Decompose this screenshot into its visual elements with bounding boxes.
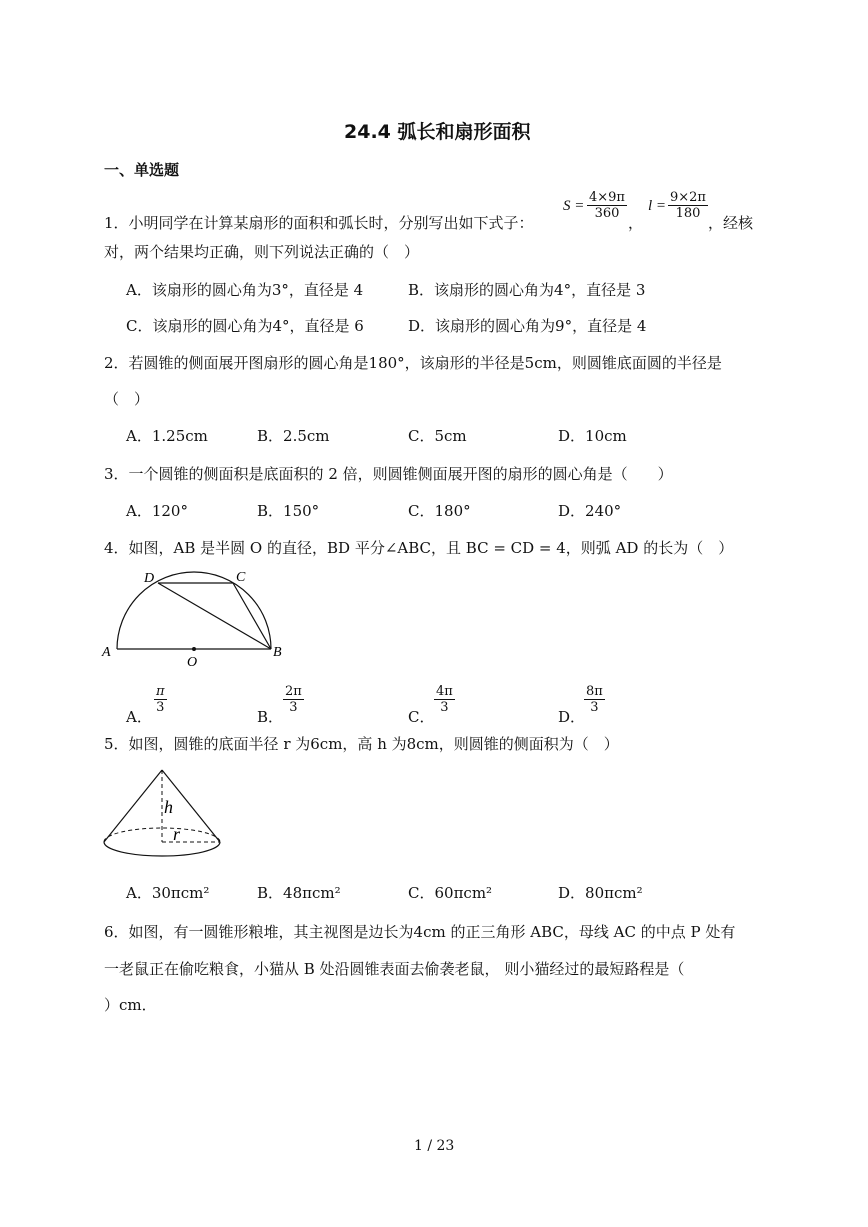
q2-option-d[interactable]: D．10cm xyxy=(558,427,627,445)
label-a: A xyxy=(102,645,111,660)
q5-option-a[interactable]: A．30πcm² xyxy=(126,884,210,902)
q1-line2: 对，两个结果均正确，则下列说法正确的（ ） xyxy=(104,243,420,261)
q4-option-d-num: 8π xyxy=(586,684,603,699)
q4-option-b-num: 2π xyxy=(285,684,302,699)
q2-line1: 2．若圆锥的侧面展开图扇形的圆心角是180°，该扇形的半径是5cm，则圆锥底面圆的半径是 xyxy=(104,354,722,372)
label-o: O xyxy=(187,655,198,670)
q4-line1: 4．如图，AB 是半圆 O 的直径，BD 平分∠ABC，且 BC = CD = 4，则弧 AD 的长为（ ） xyxy=(104,539,734,557)
q1-formula-l-num: 9×2π xyxy=(670,190,706,205)
q4-option-b-den: 3 xyxy=(289,700,298,715)
q6-line2: 一老鼠正在偷吃粮食，小猫从 B 处沿圆锥表面去偷袭老鼠， 则小猫经过的最短路程是（ xyxy=(104,960,685,978)
q2-option-a[interactable]: A．1.25cm xyxy=(126,427,208,445)
q4-option-a-letter: A． xyxy=(126,708,152,726)
q4-option-d-den: 3 xyxy=(590,700,599,715)
q1-formula-l-fraction xyxy=(668,190,708,221)
q4-option-c-num: 4π xyxy=(436,684,453,699)
q1-formula-s-num: 4×9π xyxy=(589,190,625,205)
q5-option-b[interactable]: B．48πcm² xyxy=(257,884,341,902)
q4-option-c-fraction xyxy=(434,684,455,715)
label-r: r xyxy=(173,824,181,844)
q1-option-b[interactable]: B．该扇形的圆心角为4°，直径是 3 xyxy=(408,281,646,299)
label-b: B xyxy=(273,645,282,660)
q4-option-b-fraction xyxy=(283,684,304,715)
q1-line1-suffix: ，经核 xyxy=(708,214,754,232)
cone-slant-left xyxy=(104,770,162,842)
q1-formula-l-left: l = xyxy=(648,198,667,214)
label-c: C xyxy=(236,570,246,585)
page-title: 24.4 弧长和扇形面积 xyxy=(344,121,531,143)
cone-base-front xyxy=(104,842,220,856)
q1-option-c[interactable]: C．该扇形的圆心角为4°，直径是 6 xyxy=(126,317,364,335)
q4-option-a-num: π xyxy=(156,684,165,699)
q3-option-a[interactable]: A．120° xyxy=(126,502,188,520)
q5-line1: 5．如图，圆锥的底面半径 r 为6cm，高 h 为8cm，则圆锥的侧面积为（ ） xyxy=(104,735,619,753)
q6-line1: 6．如图，有一圆锥形粮堆，其主视图是边长为4cm 的正三角形 ABC，母线 AC 的中点 P 处有 xyxy=(104,923,736,941)
label-h: h xyxy=(164,797,173,817)
q3-option-d[interactable]: D．240° xyxy=(558,502,622,520)
q5-option-c[interactable]: C．60πcm² xyxy=(408,884,493,902)
q4-option-a-fraction xyxy=(154,684,167,715)
q1-formula-s-fraction xyxy=(587,190,627,221)
q4-option-a-den: 3 xyxy=(156,700,165,715)
label-d: D xyxy=(144,571,155,586)
cone-figure xyxy=(100,764,225,864)
q1-formula-s-den: 360 xyxy=(594,206,620,221)
q3-option-c[interactable]: C．180° xyxy=(408,502,471,520)
q3-option-b[interactable]: B．150° xyxy=(257,502,320,520)
q2-option-b[interactable]: B．2.5cm xyxy=(257,427,330,445)
q5-option-d[interactable]: D．80πcm² xyxy=(558,884,643,902)
q1-option-a[interactable]: A．该扇形的圆心角为3°，直径是 4 xyxy=(126,281,364,299)
q1-line1: 1．小明同学在计算某扇形的面积和弧长时，分别写出如下式子： xyxy=(104,214,534,232)
q1-comma: ， xyxy=(628,214,644,232)
chord-db xyxy=(158,583,271,649)
q4-option-d-letter: D． xyxy=(558,708,586,726)
q2-option-c[interactable]: C．5cm xyxy=(408,427,467,445)
q4-option-c-letter: C． xyxy=(408,708,435,726)
q2-line2: （ ） xyxy=(104,390,150,408)
q1-formula-s-left: S = xyxy=(563,198,585,214)
semicircle-figure xyxy=(100,562,300,670)
q4-option-c-den: 3 xyxy=(440,700,449,715)
page-number: 1 / 23 xyxy=(414,1138,455,1154)
center-point-o xyxy=(192,647,196,651)
q4-option-b-letter: B． xyxy=(257,708,284,726)
q6-line3: ）cm． xyxy=(104,996,157,1014)
q3-line1: 3．一个圆锥的侧面积是底面积的 2 倍，则圆锥侧面展开图的扇形的圆心角是（ ） xyxy=(104,465,673,483)
chord-cb xyxy=(233,583,271,649)
q1-formula-l-den: 180 xyxy=(675,206,701,221)
q4-option-d-fraction xyxy=(584,684,605,715)
q1-option-d[interactable]: D．该扇形的圆心角为9°，直径是 4 xyxy=(408,317,647,335)
section-heading: 一、单选题 xyxy=(104,161,180,179)
